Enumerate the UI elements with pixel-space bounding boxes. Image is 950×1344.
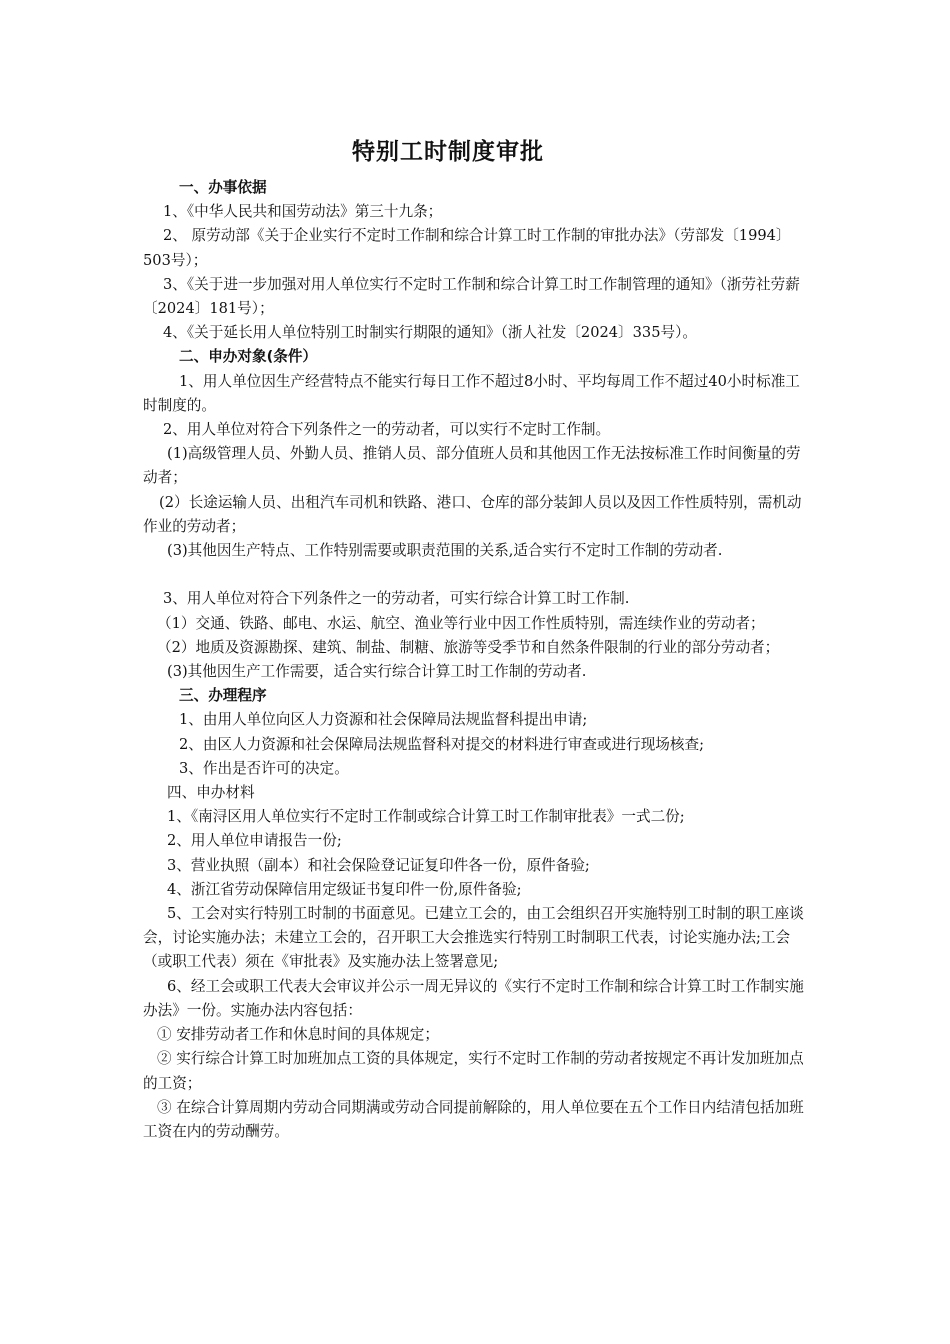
list-item: 1、用人单位因生产经营特点不能实行每日工作不超过8小时、平均每周工作不超过40小时标准工时制度的。 [143, 372, 800, 414]
list-item: 1、《中华人民共和国劳动法》第三十九条； [163, 203, 443, 221]
list-item: 2、用人单位申请报告一份; [167, 832, 342, 850]
list-item: （1）交通、铁路、邮电、水运、航空、渔业等行业中因工作性质特别，需连续作业的劳动者； [157, 614, 765, 632]
section-heading-materials: 四、申办材料 [167, 784, 255, 802]
list-item: (3)其他因生产工作需要，适合实行综合计算工时工作制的劳动者. [167, 663, 587, 681]
document-body [143, 176, 811, 1144]
page-title: 特别工时制度审批 [352, 139, 544, 165]
list-item: 2、由区人力资源和社会保障局法规监督科对提交的材料进行审查或进行现场核查; [179, 735, 704, 753]
list-item: 3、作出是否许可的决定。 [179, 759, 349, 777]
list-item: (3)其他因生产特点、工作特别需要或职责范围的关系,适合实行不定时工作制的劳动者. [167, 542, 723, 560]
list-item: 1、《南浔区用人单位实行不定时工作制或综合计算工时工作制审批表》一式二份; [167, 808, 685, 826]
list-item: ② 实行综合计算工时加班加点工资的具体规定，实行不定时工作制的劳动者按规定不再计发加班加点的工资； [143, 1050, 804, 1092]
section-heading-conditions: 二、申办对象(条件） [179, 348, 318, 366]
list-item: 5、工会对实行特别工时制的书面意见。已建立工会的，由工会组织召开实施特别工时制的职工座谈会，讨论实施办法；未建立工会的，召开职工大会推选实行特别工时制职工代表，讨论实施办法;工会（或职工代表）须在《审批表》及实施办法上签署意见; [143, 905, 804, 971]
list-item: 2、用人单位对符合下列条件之一的劳动者，可以实行不定时工作制。 [163, 421, 611, 439]
list-item: 4、浙江省劳动保障信用定级证书复印件一份,原件备验; [167, 880, 522, 898]
section-heading-basis: 一、办事依据 [179, 179, 267, 196]
list-item: （2）地质及资源勘探、建筑、制盐、制糖、旅游等受季节和自然条件限制的行业的部分劳动者； [157, 638, 780, 656]
list-item: ① 安排劳动者工作和休息时间的具体规定； [157, 1026, 439, 1044]
list-item: 3、《关于进一步加强对用人单位实行不定时工作制和综合计算工时工作制管理的通知》（浙劳社劳薪〔2024〕181号）； [143, 275, 800, 318]
list-item: 1、由用人单位向区人力资源和社会保障局法规监督科提出申请; [179, 711, 588, 729]
list-item: 6、经工会或职工代表大会审议并公示一周无异议的《实行不定时工作制和综合计算工时工作制实施办法》一份。实施办法内容包括： [143, 977, 804, 1019]
blank-line [143, 563, 811, 587]
section-heading-procedure: 三、办理程序 [179, 687, 267, 705]
list-item: 4、《关于延长用人单位特别工时制实行期限的通知》（浙人社发〔2024〕335号）。 [163, 324, 697, 342]
list-item: (2）长途运输人员、出租汽车司机和铁路、港口、仓库的部分装卸人员以及因工作性质特别，需机动作业的劳动者； [143, 493, 802, 535]
list-item: ③ 在综合计算周期内劳动合同期满或劳动合同提前解除的，用人单位要在五个工作日内结清包括加班工资在内的劳动酬劳。 [143, 1098, 804, 1140]
list-item: 2、 原劳动部《关于企业实行不定时工作制和综合计算工时工作制的审批办法》（劳部发〔1994〕503号）； [143, 227, 791, 269]
list-item: 3、用人单位对符合下列条件之一的劳动者，可实行综合计算工时工作制. [163, 590, 630, 608]
list-item: (1)高级管理人员、外勤人员、推销人员、部分值班人员和其他因工作无法按标准工作时间衡量的劳动者； [143, 445, 801, 487]
list-item: 3、营业执照（副本）和社会保险登记证复印件各一份，原件备验; [167, 856, 590, 874]
